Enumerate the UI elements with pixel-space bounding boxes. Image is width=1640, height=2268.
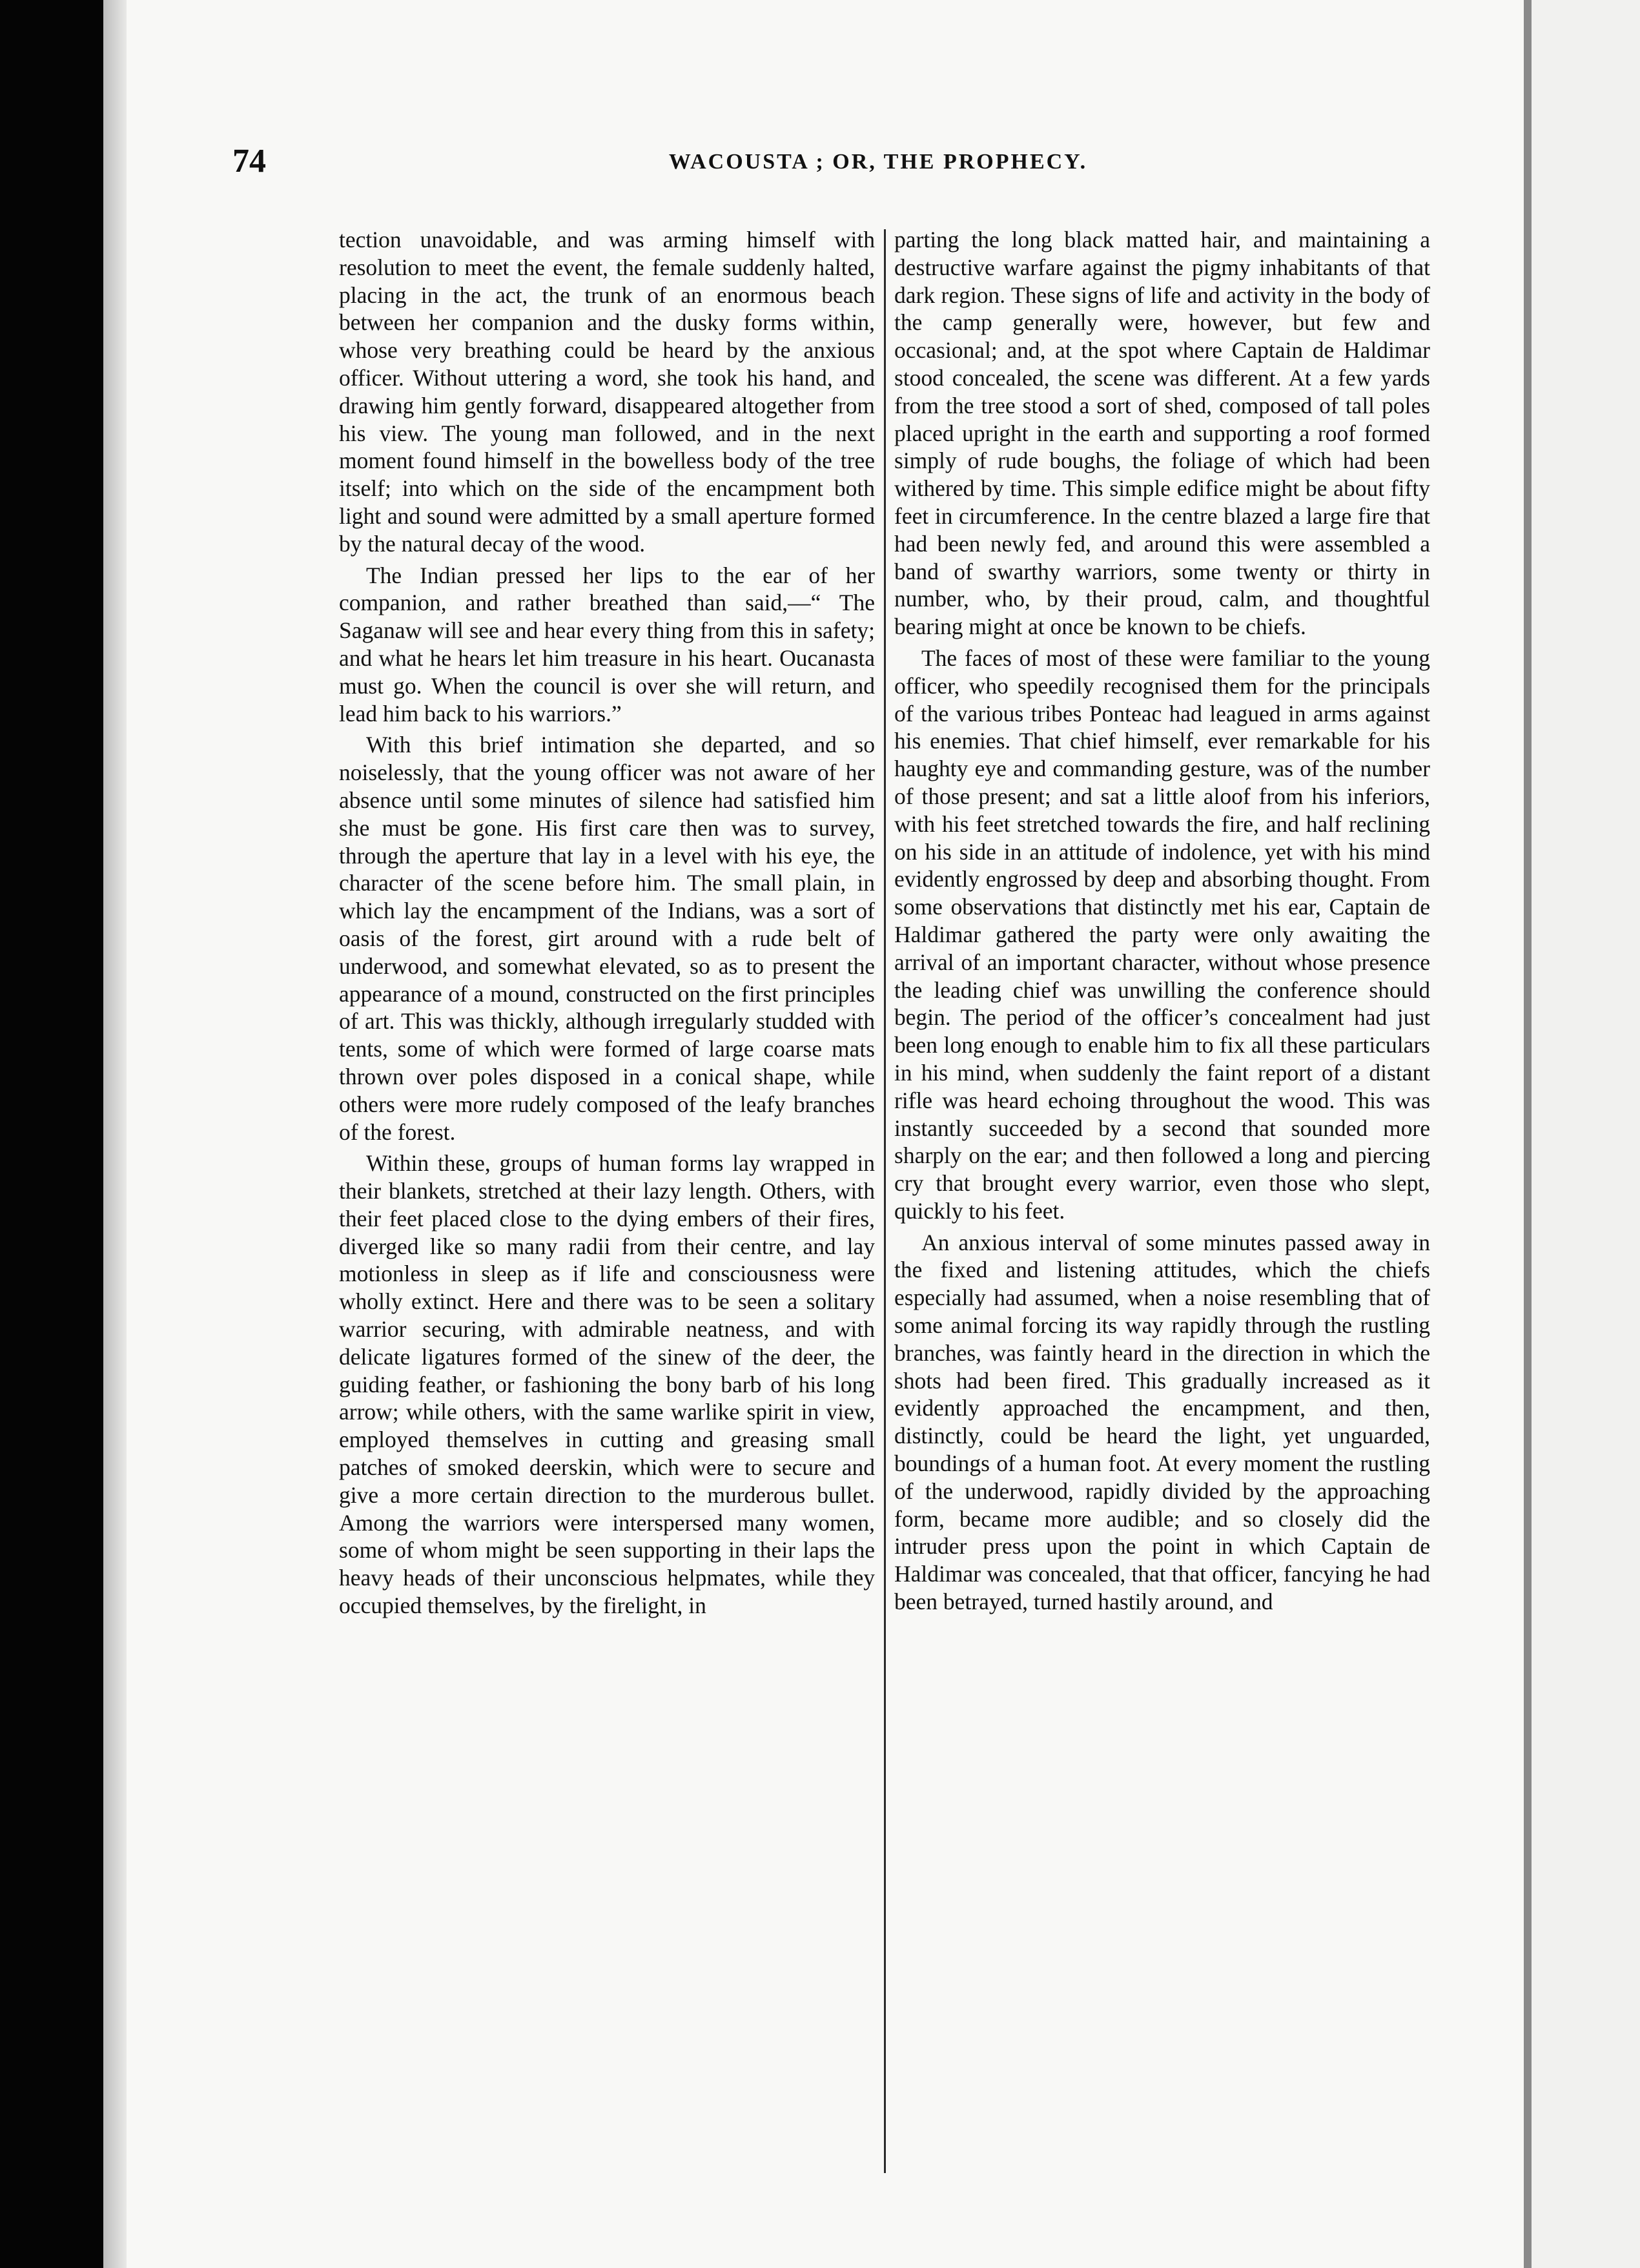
- paragraph: The faces of most of these were familiar to the young officer, who speedily recognised them for the principals of the various tribes Ponteac had leagued in arms against his enemies. That chief himself, ever remarkable for his haughty eye and commanding gesture, was of the number of those present; and sat a little aloof from his inferiors, with his feet stretched towards the fire, and half reclining on his side in an attitude of indolence, yet with his mind evidently engrossed by deep and absorbing thought. From some observations that distinctly met his ear, Captain de Haldimar gathered the party were only awaiting the arrival of an important character, without whose presence the leading chief was unwilling the conference should begin. The period of the officer’s concealment had just been long enough to enable him to fix all these particulars in his mind, when suddenly the faint report of a distant rifle was heard echoing throughout the wood. This was instantly succeeded by a second that sounded more sharply on the ear; and then followed a long and piercing cry that brought every warrior, even those who slept, quickly to his feet.: [894, 644, 1430, 1224]
- running-title: WACOUSTA ; OR, THE PROPHECY.: [668, 150, 1088, 174]
- paragraph: parting the long black matted hair, and maintaining a destructive warfare against the pigmy inhabitants of that dark region. These signs of life and activity in the body of the camp generally were, however, but few and occasional; and, at the spot where Captain de Haldimar stood concealed, the scene was different. At a few yards from the tree stood a sort of shed, composed of tall poles placed upright in the earth and supporting a roof formed simply of rude boughs, the foliage of which had been withered by time. This simple edifice might be about fifty feet in circumference. In the centre blazed a large fire that had been newly fed, and around this were assembled a band of swarthy warriors, some twenty or thirty in number, who, by their proud, calm, and thoughtful bearing might at once be known to be chiefs.: [894, 227, 1430, 640]
- paragraph: tection unavoidable, and was arming himself with resolution to meet the event, the female suddenly halted, placing in the act, the trunk of an enormous beach between her companion and the dusky forms within, whose very breathing could be heard by the anxious officer. Without uttering a word, she took his hand, and drawing him gently forward, disappeared altogether from his view. The young man followed, and in the next moment found himself in the bowelless body of the tree itself; into which on the side of the encampment both light and sound were admitted by a small aperture formed by the natural decay of the wood.: [339, 227, 875, 557]
- paragraph: Within these, groups of human forms lay wrapped in their blankets, stretched at their lazy length. Others, with their feet placed close to the dying embers of their fires, diverged like so many radii from their centre, and lay motionless in sleep as if life and consciousness were wholly extinct. Here and there was to be seen a solitary warrior securing, with admirable neatness, and with delicate ligatures formed of the sinew of the deer, the guiding feather, or fashioning the bony barb of his long arrow; while others, with the same warlike spirit in view, employed themselves in cutting and greasing small patches of smoked deerskin, which were to secure and give a more certain direction to the murderous bullet. Among the warriors were interspersed many women, some of whom might be seen supporting in their laps the heavy heads of their unconscious helpmates, while they occupied themselves, by the firelight, in: [339, 1150, 875, 1619]
- facing-page-edge: [1532, 0, 1640, 2268]
- page-number: 74: [232, 143, 266, 180]
- left-text-column: [339, 226, 875, 2189]
- paragraph: An anxious interval of some minutes passed away in the fixed and listening attitudes, which the chiefs especially had assumed, when a noise resembling that of some animal forcing its way rapidly through the rustling branches, was faintly heard in the direction in which the shots had been fired. This gradually increased as it evidently approached the encampment, and then, distinctly, could be heard the light, yet unguarded, boundings of a human foot. At every moment the rustling of the underwood, rapidly divided by the approaching form, became more audible; and so closely did the intruder press upon the point in which Captain de Haldimar was concealed, that that officer, fancying he had been betrayed, turned hastily around, and: [894, 1229, 1430, 1615]
- paragraph: With this brief intimation she departed, and so noiselessly, that the young officer was not aware of her absence until some minutes of silence had satisfied him she must be gone. His first care then was to survey, through the aperture that lay in a level with his eye, the character of the scene before him. The small plain, in which lay the encampment of the Indians, was a sort of oasis of the forest, girt around with a rude belt of underwood, and somewhat elevated, so as to present the appearance of a mound, constructed on the first principles of art. This was thickly, although irregularly studded with tents, some of which were formed of large coarse mats thrown over poles disposed in a conical shape, while others were more rudely composed of the leafy branches of the forest.: [339, 732, 875, 1145]
- page-gutter: [1524, 0, 1532, 2268]
- column-divider-rule: [884, 229, 886, 2173]
- page-header: [232, 142, 1433, 194]
- right-text-column: [894, 226, 1430, 2189]
- paragraph: The Indian pressed her lips to the ear of her companion, and rather breathed than said,—“ The Saganaw will see and hear every thing from this in safety; and what he hears let him treasure in his heart. Oucanasta must go. When the council is over she will return, and lead him back to his warriors.”: [339, 562, 875, 727]
- page-edge-shadow: [103, 0, 127, 2268]
- scan-background-left: [0, 0, 103, 2268]
